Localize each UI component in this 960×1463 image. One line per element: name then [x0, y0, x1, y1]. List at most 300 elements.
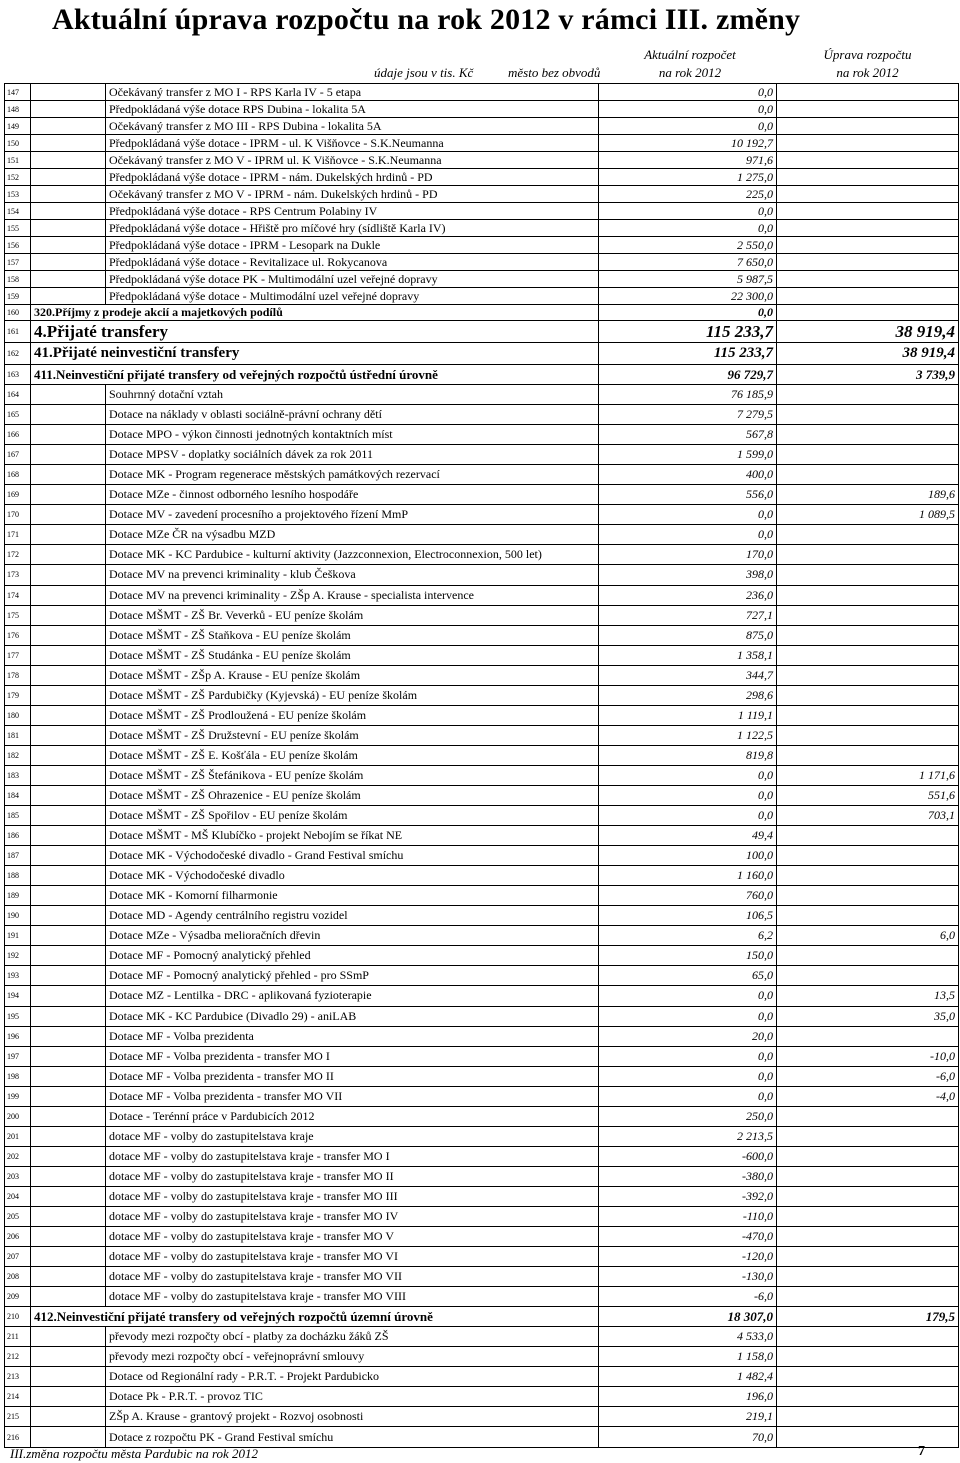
- row-label: Předpokládaná výše dotace - RPS Centrum Polabiny IV: [106, 203, 599, 220]
- table-row: [5, 1046, 959, 1066]
- page-number: 7: [918, 1444, 925, 1459]
- indent-cell: [31, 1347, 106, 1367]
- current-budget-value: 4 533,0: [599, 1327, 777, 1347]
- row-label: 4.Přijaté transfery: [31, 321, 599, 343]
- table-row: [5, 1106, 959, 1126]
- table-row: [5, 565, 959, 585]
- row-label: Dotace MŠMT - ZŠ Štefánikova - EU peníze školám: [106, 765, 599, 785]
- row-label: převody mezi rozpočty obcí - platby za docházku žáků ZŠ: [106, 1327, 599, 1347]
- current-budget-value: 22 300,0: [599, 288, 777, 305]
- current-budget-value: 0,0: [599, 986, 777, 1006]
- page-title: Aktuální úprava rozpočtu na rok 2012 v rámci III. změny: [52, 3, 801, 36]
- table-row: [5, 101, 959, 118]
- budget-change-value: [777, 152, 959, 169]
- current-budget-value: -470,0: [599, 1227, 777, 1247]
- table-row: [5, 725, 959, 745]
- budget-change-value: [777, 1227, 959, 1247]
- row-number: 203: [5, 1166, 31, 1186]
- indent-cell: [31, 84, 106, 101]
- indent-cell: [31, 886, 106, 906]
- budget-change-value: [777, 1407, 959, 1427]
- indent-cell: [31, 237, 106, 254]
- current-budget-value: 106,5: [599, 906, 777, 926]
- row-label: Dotace MŠMT - ZŠ E. Košťála - EU peníze školám: [106, 745, 599, 765]
- row-label: Dotace MK - KC Pardubice - kulturní aktivity (Jazzconnexion, Electroconnexion, 500 let): [106, 545, 599, 565]
- budget-change-value: [777, 405, 959, 425]
- table-row: [5, 986, 959, 1006]
- budget-change-value: [777, 866, 959, 886]
- indent-cell: [31, 254, 106, 271]
- row-number: 159: [5, 288, 31, 305]
- table-row: [5, 343, 959, 365]
- indent-cell: [31, 203, 106, 220]
- indent-cell: [31, 1247, 106, 1267]
- current-budget-value: 567,8: [599, 425, 777, 445]
- row-label: Dotace MK - KC Pardubice (Divadlo 29) - aniLAB: [106, 1006, 599, 1026]
- indent-cell: [31, 1267, 106, 1287]
- budget-change-value: -10,0: [777, 1046, 959, 1066]
- indent-cell: [31, 1066, 106, 1086]
- row-number: 194: [5, 986, 31, 1006]
- table-row: [5, 585, 959, 605]
- row-label: Dotace MZe - činnost odborného lesního hospodáře: [106, 485, 599, 505]
- row-label: 411.Neinvestiční přijaté transfery od veřejných rozpočtů ústřední úrovně: [31, 365, 599, 385]
- budget-change-value: 38 919,4: [777, 343, 959, 365]
- row-number: 147: [5, 84, 31, 101]
- row-number: 184: [5, 785, 31, 805]
- table-row: [5, 966, 959, 986]
- row-number: 207: [5, 1247, 31, 1267]
- current-budget-value: 0,0: [599, 84, 777, 101]
- row-label: 412.Neinvestiční přijaté transfery od veřejných rozpočtů územní úrovně: [31, 1307, 599, 1327]
- row-label: Dotace MD - Agendy centrálního registru vozidel: [106, 906, 599, 926]
- row-label: dotace MF - volby do zastupitelstava kraje - transfer MO VI: [106, 1247, 599, 1267]
- indent-cell: [31, 585, 106, 605]
- table-row: [5, 1347, 959, 1367]
- table-row: [5, 254, 959, 271]
- budget-change-value: [777, 1247, 959, 1267]
- col1-header-line2: na rok 2012: [658, 65, 722, 80]
- indent-cell: [31, 271, 106, 288]
- table-row: [5, 425, 959, 445]
- budget-change-value: [777, 725, 959, 745]
- current-budget-value: 760,0: [599, 886, 777, 906]
- row-label: Dotace Pk - P.R.T. - provoz TIC: [106, 1387, 599, 1407]
- budget-change-value: 551,6: [777, 785, 959, 805]
- table-row: [5, 1086, 959, 1106]
- table-row: [5, 169, 959, 186]
- row-number: 195: [5, 1006, 31, 1026]
- budget-change-value: 6,0: [777, 926, 959, 946]
- row-number: 186: [5, 826, 31, 846]
- row-label: 320.Příjmy z prodeje akcií a majetkových podílů: [31, 305, 599, 321]
- table-row: [5, 1227, 959, 1247]
- table-row: [5, 203, 959, 220]
- row-label: Očekávaný transfer z MO III - RPS Dubina - lokalita 5A: [106, 118, 599, 135]
- budget-change-value: [777, 1146, 959, 1166]
- indent-cell: [31, 1407, 106, 1427]
- budget-change-value: [777, 685, 959, 705]
- budget-change-value: [777, 625, 959, 645]
- budget-change-value: [777, 1126, 959, 1146]
- current-budget-value: 0,0: [599, 118, 777, 135]
- table-row: [5, 1206, 959, 1226]
- budget-change-value: [777, 585, 959, 605]
- current-budget-value: 875,0: [599, 625, 777, 645]
- current-budget-value: 2 550,0: [599, 237, 777, 254]
- budget-change-value: [777, 846, 959, 866]
- budget-change-value: [777, 1387, 959, 1407]
- row-number: 213: [5, 1367, 31, 1387]
- row-label: Očekávaný transfer z MO V - IPRM - nám. Dukelských hrdinů - PD: [106, 186, 599, 203]
- row-label: Očekávaný transfer z MO V - IPRM ul. K Višňovce - S.K.Neumanna: [106, 152, 599, 169]
- row-label: dotace MF - volby do zastupitelstava kraje - transfer MO VIII: [106, 1287, 599, 1307]
- row-number: 149: [5, 118, 31, 135]
- row-number: 214: [5, 1387, 31, 1407]
- indent-cell: [31, 826, 106, 846]
- budget-change-value: [777, 425, 959, 445]
- current-budget-value: 1 122,5: [599, 725, 777, 745]
- table-row: [5, 1267, 959, 1287]
- current-budget-value: 7 279,5: [599, 405, 777, 425]
- row-number: 178: [5, 665, 31, 685]
- table-row: [5, 505, 959, 525]
- row-number: 171: [5, 525, 31, 545]
- indent-cell: [31, 1006, 106, 1026]
- row-label: Dotace MŠMT - ZŠ Spořilov - EU peníze školám: [106, 806, 599, 826]
- current-budget-value: 76 185,9: [599, 385, 777, 405]
- table-row: [5, 405, 959, 425]
- table-row: [5, 1026, 959, 1046]
- current-budget-value: 971,6: [599, 152, 777, 169]
- budget-change-value: 35,0: [777, 1006, 959, 1026]
- indent-cell: [31, 1227, 106, 1247]
- row-number: 161: [5, 321, 31, 343]
- row-number: 185: [5, 806, 31, 826]
- row-number: 200: [5, 1106, 31, 1126]
- table-row: [5, 288, 959, 305]
- budget-change-value: -4,0: [777, 1086, 959, 1106]
- row-number: 196: [5, 1026, 31, 1046]
- budget-change-value: [777, 605, 959, 625]
- budget-table: [4, 83, 959, 1448]
- indent-cell: [31, 1427, 106, 1447]
- table-row: [5, 1247, 959, 1267]
- row-label: Dotace MŠMT - ZŠ Družstevní - EU peníze školám: [106, 725, 599, 745]
- budget-change-value: [777, 186, 959, 203]
- row-number: 154: [5, 203, 31, 220]
- table-row: [5, 1166, 959, 1186]
- row-label: Dotace MK - Východočeské divadlo - Grand Festival smíchu: [106, 846, 599, 866]
- current-budget-value: 0,0: [599, 525, 777, 545]
- table-row: [5, 237, 959, 254]
- table-row: [5, 305, 959, 321]
- indent-cell: [31, 765, 106, 785]
- current-budget-value: 0,0: [599, 305, 777, 321]
- table-row: [5, 1287, 959, 1307]
- current-budget-value: 556,0: [599, 485, 777, 505]
- current-budget-value: 1 275,0: [599, 169, 777, 186]
- table-row: [5, 846, 959, 866]
- budget-change-value: 3 739,9: [777, 365, 959, 385]
- current-budget-value: 1 160,0: [599, 866, 777, 886]
- current-budget-value: 49,4: [599, 826, 777, 846]
- budget-change-value: [777, 385, 959, 405]
- indent-cell: [31, 1387, 106, 1407]
- table-row: [5, 485, 959, 505]
- budget-change-value: [777, 705, 959, 725]
- current-budget-value: 0,0: [599, 1066, 777, 1086]
- row-label: Dotace MŠMT - ZŠ Studánka - EU peníze školám: [106, 645, 599, 665]
- indent-cell: [31, 1106, 106, 1126]
- row-label: Dotace MK - Východočeské divadlo: [106, 866, 599, 886]
- table-row: [5, 806, 959, 826]
- table-row: [5, 826, 959, 846]
- budget-change-value: [777, 271, 959, 288]
- indent-cell: [31, 1186, 106, 1206]
- table-row: [5, 525, 959, 545]
- indent-cell: [31, 425, 106, 445]
- table-row: [5, 625, 959, 645]
- table-row: [5, 545, 959, 565]
- table-row: [5, 946, 959, 966]
- footer-document-name: III.změna rozpočtu města Pardubic na rok 2012: [10, 1446, 259, 1461]
- row-number: 193: [5, 966, 31, 986]
- table-row: [5, 321, 959, 343]
- indent-cell: [31, 906, 106, 926]
- row-label: dotace MF - volby do zastupitelstava kraje: [106, 1126, 599, 1146]
- indent-cell: [31, 220, 106, 237]
- indent-cell: [31, 288, 106, 305]
- row-number: 153: [5, 186, 31, 203]
- table-row: [5, 765, 959, 785]
- current-budget-value: 0,0: [599, 101, 777, 118]
- row-number: 181: [5, 725, 31, 745]
- row-number: 158: [5, 271, 31, 288]
- row-label: Dotace z rozpočtu PK - Grand Festival smíchu: [106, 1427, 599, 1447]
- budget-change-value: [777, 1427, 959, 1447]
- col2-header-line2: na rok 2012: [836, 65, 899, 80]
- budget-change-value: 38 919,4: [777, 321, 959, 343]
- row-number: 156: [5, 237, 31, 254]
- scope-note: město bez obvodů: [508, 65, 601, 80]
- current-budget-value: 0,0: [599, 505, 777, 525]
- row-number: 179: [5, 685, 31, 705]
- indent-cell: [31, 445, 106, 465]
- budget-change-value: [777, 946, 959, 966]
- row-number: 190: [5, 906, 31, 926]
- row-label: Dotace od Regionální rady - P.R.T. - Projekt Pardubicko: [106, 1367, 599, 1387]
- row-label: Předpokládaná výše dotace PK - Multimodální uzel veřejné dopravy: [106, 271, 599, 288]
- indent-cell: [31, 169, 106, 186]
- row-number: 162: [5, 343, 31, 365]
- current-budget-value: 0,0: [599, 1086, 777, 1106]
- budget-change-value: [777, 545, 959, 565]
- row-number: 164: [5, 385, 31, 405]
- row-number: 191: [5, 926, 31, 946]
- row-label: Předpokládaná výše dotace - Multimodální uzel veřejné dopravy: [106, 288, 599, 305]
- budget-change-value: [777, 1367, 959, 1387]
- indent-cell: [31, 785, 106, 805]
- table-row: [5, 365, 959, 385]
- row-label: Dotace MF - Volba prezidenta - transfer MO II: [106, 1066, 599, 1086]
- column-header: [0, 43, 960, 83]
- row-label: Dotace MV na prevenci kriminality - klub Češkova: [106, 565, 599, 585]
- budget-change-value: [777, 1186, 959, 1206]
- table-row: [5, 1066, 959, 1086]
- indent-cell: [31, 465, 106, 485]
- budget-change-value: [777, 966, 959, 986]
- table-row: [5, 886, 959, 906]
- current-budget-value: 0,0: [599, 765, 777, 785]
- budget-change-value: 1 089,5: [777, 505, 959, 525]
- budget-change-value: [777, 1327, 959, 1347]
- row-label: Předpokládaná výše dotace - IPRM - Lesopark na Dukle: [106, 237, 599, 254]
- table-row: [5, 118, 959, 135]
- row-label: Dotace MF - Pomocný analytický přehled - pro SSmP: [106, 966, 599, 986]
- budget-change-value: [777, 220, 959, 237]
- budget-change-value: [777, 525, 959, 545]
- budget-change-value: [777, 288, 959, 305]
- row-number: 168: [5, 465, 31, 485]
- row-number: 177: [5, 645, 31, 665]
- budget-change-value: [777, 1347, 959, 1367]
- current-budget-value: 196,0: [599, 1387, 777, 1407]
- row-number: 183: [5, 765, 31, 785]
- current-budget-value: 298,6: [599, 685, 777, 705]
- current-budget-value: 100,0: [599, 846, 777, 866]
- row-label: dotace MF - volby do zastupitelstava kraje - transfer MO II: [106, 1166, 599, 1186]
- budget-change-value: [777, 1267, 959, 1287]
- current-budget-value: 819,8: [599, 745, 777, 765]
- budget-change-value: [777, 826, 959, 846]
- row-number: 202: [5, 1146, 31, 1166]
- row-label: Dotace - Terénní práce v Pardubicích 2012: [106, 1106, 599, 1126]
- current-budget-value: 1 599,0: [599, 445, 777, 465]
- current-budget-value: 400,0: [599, 465, 777, 485]
- budget-change-value: [777, 1287, 959, 1307]
- budget-change-value: [777, 305, 959, 321]
- row-label: dotace MF - volby do zastupitelstava kraje - transfer MO III: [106, 1186, 599, 1206]
- budget-change-value: 1 171,6: [777, 765, 959, 785]
- row-label: Předpokládaná výše dotace - IPRM - ul. K Višňovce - S.K.Neumanna: [106, 135, 599, 152]
- indent-cell: [31, 806, 106, 826]
- row-label: Dotace MŠMT - ZŠ Br. Veverků - EU peníze školám: [106, 605, 599, 625]
- budget-change-value: 189,6: [777, 485, 959, 505]
- current-budget-value: -600,0: [599, 1146, 777, 1166]
- row-number: 155: [5, 220, 31, 237]
- current-budget-value: 0,0: [599, 220, 777, 237]
- table-row: [5, 1327, 959, 1347]
- row-number: 174: [5, 585, 31, 605]
- row-label: Dotace MŠMT - MŠ Klubíčko - projekt Nebojím se říkat NE: [106, 826, 599, 846]
- row-number: 205: [5, 1206, 31, 1226]
- current-budget-value: -120,0: [599, 1247, 777, 1267]
- row-number: 208: [5, 1267, 31, 1287]
- indent-cell: [31, 1026, 106, 1046]
- row-number: 172: [5, 545, 31, 565]
- table-row: [5, 665, 959, 685]
- row-label: Očekávaný transfer z MO I - RPS Karla IV - 5 etapa: [106, 84, 599, 101]
- indent-cell: [31, 118, 106, 135]
- indent-cell: [31, 1126, 106, 1146]
- indent-cell: [31, 1086, 106, 1106]
- indent-cell: [31, 152, 106, 169]
- row-number: 215: [5, 1407, 31, 1427]
- current-budget-value: 18 307,0: [599, 1307, 777, 1327]
- row-number: 210: [5, 1307, 31, 1327]
- row-label: Dotace na náklady v oblasti sociálně-právní ochrany dětí: [106, 405, 599, 425]
- table-row: [5, 1006, 959, 1026]
- row-label: Souhrnný dotační vztah: [106, 385, 599, 405]
- current-budget-value: 96 729,7: [599, 365, 777, 385]
- budget-change-value: 703,1: [777, 806, 959, 826]
- budget-change-value: [777, 169, 959, 186]
- row-number: 216: [5, 1427, 31, 1447]
- indent-cell: [31, 1206, 106, 1226]
- current-budget-value: 10 192,7: [599, 135, 777, 152]
- indent-cell: [31, 545, 106, 565]
- indent-cell: [31, 485, 106, 505]
- budget-change-value: [777, 745, 959, 765]
- current-budget-value: 5 987,5: [599, 271, 777, 288]
- row-number: 175: [5, 605, 31, 625]
- row-label: Dotace MF - Volba prezidenta - transfer MO I: [106, 1046, 599, 1066]
- budget-change-value: [777, 84, 959, 101]
- current-budget-value: 6,2: [599, 926, 777, 946]
- table-row: [5, 1146, 959, 1166]
- table-row: [5, 84, 959, 101]
- row-number: 211: [5, 1327, 31, 1347]
- indent-cell: [31, 645, 106, 665]
- budget-change-value: 13,5: [777, 986, 959, 1006]
- row-label: Dotace MF - Pomocný analytický přehled: [106, 946, 599, 966]
- current-budget-value: -6,0: [599, 1287, 777, 1307]
- current-budget-value: 115 233,7: [599, 321, 777, 343]
- row-label: dotace MF - volby do zastupitelstava kraje - transfer MO VII: [106, 1267, 599, 1287]
- budget-change-value: [777, 203, 959, 220]
- indent-cell: [31, 186, 106, 203]
- budget-change-value: [777, 1166, 959, 1186]
- indent-cell: [31, 926, 106, 946]
- indent-cell: [31, 986, 106, 1006]
- budget-change-value: [777, 237, 959, 254]
- indent-cell: [31, 966, 106, 986]
- row-label: Dotace MK - Program regenerace městských památkových rezervací: [106, 465, 599, 485]
- table-row: [5, 465, 959, 485]
- indent-cell: [31, 525, 106, 545]
- row-number: 173: [5, 565, 31, 585]
- current-budget-value: 70,0: [599, 1427, 777, 1447]
- row-number: 198: [5, 1066, 31, 1086]
- table-row: [5, 685, 959, 705]
- row-label: dotace MF - volby do zastupitelstava kraje - transfer MO V: [106, 1227, 599, 1247]
- table-row: [5, 1307, 959, 1327]
- current-budget-value: -130,0: [599, 1267, 777, 1287]
- row-number: 182: [5, 745, 31, 765]
- row-number: 212: [5, 1347, 31, 1367]
- row-label: Dotace MŠMT - ZŠ Staňkova - EU peníze školám: [106, 625, 599, 645]
- row-number: 187: [5, 846, 31, 866]
- indent-cell: [31, 625, 106, 645]
- table-row: [5, 1427, 959, 1447]
- row-number: 199: [5, 1086, 31, 1106]
- table-row: [5, 906, 959, 926]
- indent-cell: [31, 1046, 106, 1066]
- row-label: Dotace MŠMT - ZŠ Ohrazenice - EU peníze školám: [106, 785, 599, 805]
- row-number: 201: [5, 1126, 31, 1146]
- row-number: 166: [5, 425, 31, 445]
